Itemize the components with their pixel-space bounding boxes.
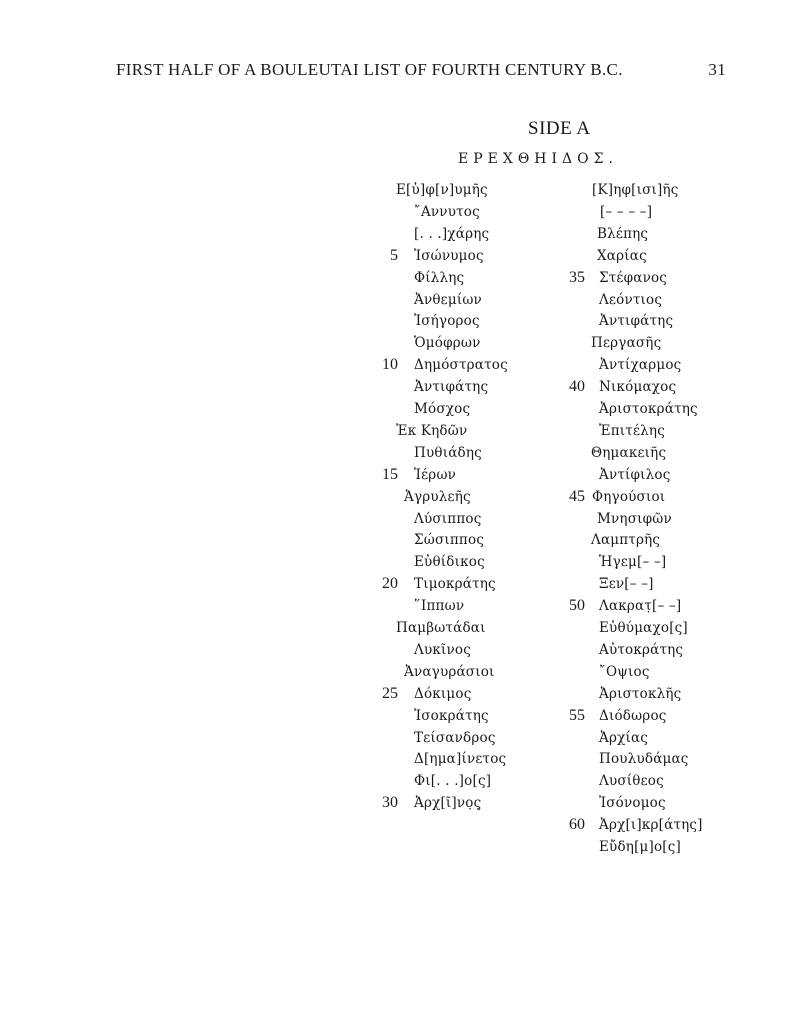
name-entry: Ἀγρυλεῆς (404, 488, 471, 505)
name-entry: Ἀντίχαρμος (599, 357, 682, 374)
name-entry: Ὁμόφρων (414, 335, 481, 352)
line-number: 30 (382, 794, 398, 812)
name-entry: Λεόντιος (599, 291, 663, 308)
name-entry: Ἀρχίας (599, 729, 649, 746)
line-number: 5 (390, 246, 398, 264)
name-entry: Δ[ημα]ίνετος (414, 751, 507, 768)
name-entry: Δημόστρατος (414, 357, 508, 374)
name-entry: Ἀριστοκράτης (599, 401, 698, 417)
line-number: 20 (382, 575, 398, 593)
running-head (116, 60, 726, 84)
name-entry: Ἐκ Κηδῶν (396, 422, 468, 439)
name-entry: Ἀρχ[ι]κρ[άτης] (599, 817, 703, 834)
name-entry: [– – – –] (600, 203, 653, 220)
line-number: 40 (569, 378, 585, 396)
name-entry: Μόσχος (414, 401, 471, 417)
name-entry: Εὔδη[μ]ο[ς] (599, 839, 682, 855)
line-number: 45 (569, 487, 585, 505)
name-entry: [Κ]ηφ[ισι]ῆς (592, 182, 679, 198)
name-entry: Λυκῖνος (414, 641, 471, 658)
name-entry: Θημακειῆς (591, 444, 667, 461)
running-title: FIRST HALF OF A BOULEUTAI LIST OF FOURTH CENTURY B.C. (116, 60, 623, 79)
line-number: 25 (382, 684, 398, 702)
line-number: 50 (569, 597, 585, 615)
name-entry: Χαρίας (597, 247, 647, 264)
line-number: 60 (569, 816, 585, 834)
name-entry: Ἀνθεμίων (414, 291, 482, 308)
name-entry: Ἀντίφιλος (599, 466, 671, 483)
name-entry: ῞Ιππων (414, 598, 465, 615)
line-number: 35 (569, 268, 585, 286)
name-entry: Αὐτοκράτης (599, 641, 684, 658)
name-entry: Λαμπτρῆς (591, 532, 661, 549)
name-entry: [. . .]χάρης (414, 225, 490, 242)
line-number: 55 (569, 706, 585, 724)
name-entry: Μνησιφῶν (597, 510, 672, 527)
name-entry: Ἰσοκράτης (414, 707, 489, 724)
name-entry: Δόκιμος (414, 685, 472, 702)
name-entry: Διόδωρος (599, 707, 667, 724)
name-entry: Τιμοκράτης (414, 576, 496, 593)
name-entry: Ἰσόνομος (599, 795, 666, 812)
name-entry: Ἀριστοκλῆς (599, 685, 682, 702)
name-entry: Βλέπης (597, 225, 649, 242)
name-entry: Ἡγεμ[– –] (599, 554, 667, 571)
name-entry: Φι[. . .]ο[ς] (414, 773, 492, 790)
name-entry: Ἰσήγορος (414, 313, 480, 330)
tribe-heading: ΕΡΕΧΘΗΙΔΟΣ. (458, 151, 618, 167)
name-entry: Σώσιππος (414, 532, 485, 549)
name-entry: Εὐθίδικος (414, 554, 485, 571)
name-entry: Τείσανδρος (414, 729, 496, 746)
line-number: 15 (382, 465, 398, 483)
name-entry: Ἀναγυράσιοι (404, 663, 495, 680)
line-number: 10 (382, 356, 398, 374)
side-heading: SIDE A (528, 118, 591, 139)
name-entry: Ἱέρων (414, 466, 457, 483)
name-entry: Ἰσώνυμος (414, 247, 484, 264)
name-entry: Λύσιππος (414, 510, 482, 527)
name-entry: ῎Αννυτος (414, 203, 480, 220)
name-entry: Ξεν[– –] (599, 576, 654, 593)
name-entry: Πουλυδάμας (599, 751, 689, 768)
name-entry: Νικόμαχος (599, 379, 677, 396)
name-entry: Παμβωτάδαι (396, 620, 486, 636)
name-entry: ῎Οψιος (599, 663, 650, 680)
name-entry: Ἐπιτέλης (599, 422, 665, 439)
name-entry: Ἀντιφάτης (599, 313, 674, 330)
name-entry: Λακρατ̣[– –] (599, 598, 682, 615)
name-entry: Φίλλης (414, 269, 465, 286)
name-entry: Στέφανος (599, 269, 668, 286)
name-entry: Ἀντιφάτης (414, 379, 489, 396)
name-entry: Πυθιάδης (414, 444, 482, 461)
name-entry: Περγασῆς (591, 335, 662, 352)
name-entry: Φηγούσιοι (592, 488, 666, 505)
page-number: 31 (708, 60, 726, 79)
name-entry: Εὐθύμαχο[ς] (599, 620, 688, 636)
name-entry: Ε[ὐ]φ[ν]υμῆς (396, 182, 488, 198)
name-entry: Λυσίθεος (599, 773, 664, 790)
name-entry: Ἀρχ[ῖ]νο̣ς̣ (414, 795, 482, 812)
